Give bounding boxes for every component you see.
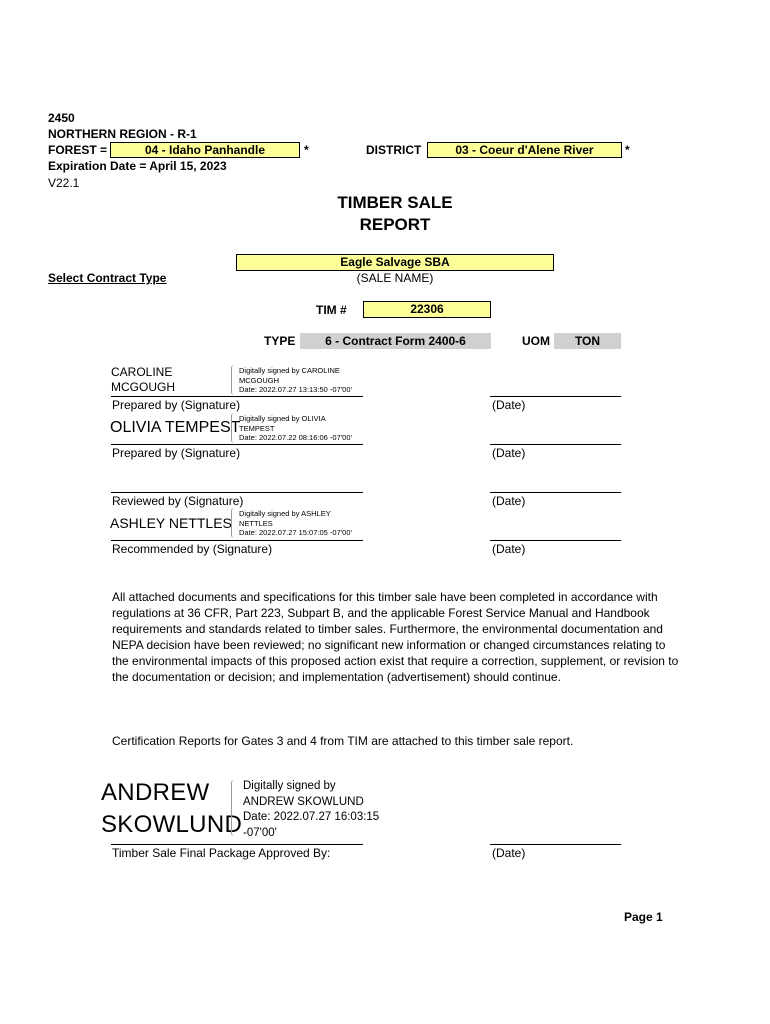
date-line bbox=[490, 540, 621, 541]
signature-divider bbox=[231, 413, 238, 443]
signature-andrew bbox=[101, 777, 242, 841]
date-caption: (Date) bbox=[492, 846, 526, 860]
prepared-by-caption: Prepared by (Signature) bbox=[112, 446, 241, 460]
sig-detail-line3: Date: 2022.07.27 13:13:50 -07'00' bbox=[239, 385, 352, 394]
region-label: NORTHERN REGION - R-1 bbox=[48, 127, 197, 141]
date-line bbox=[490, 844, 621, 845]
forest-label: FOREST = bbox=[48, 143, 108, 157]
forest-select[interactable]: 04 - Idaho Panhandle bbox=[110, 142, 300, 158]
contract-type-field[interactable]: 6 - Contract Form 2400-6 bbox=[300, 333, 491, 349]
form-code: 2450 bbox=[48, 111, 75, 125]
signer-name-line1: CAROLINE bbox=[111, 365, 173, 379]
signature-divider bbox=[231, 780, 240, 836]
type-label: TYPE bbox=[264, 334, 296, 348]
select-contract-type-link[interactable]: Select Contract Type bbox=[48, 271, 167, 285]
reviewed-by-caption: Reviewed by (Signature) bbox=[112, 494, 244, 508]
signature-caroline bbox=[111, 365, 175, 395]
sig-detail-line2: TEMPEST bbox=[239, 423, 275, 433]
signer-name-line2: SKOWLUND bbox=[101, 811, 243, 838]
date-line bbox=[490, 444, 621, 445]
signature-olivia: OLIVIA TEMPEST bbox=[110, 419, 241, 436]
sig-detail-line2: MCGOUGH bbox=[239, 375, 279, 385]
sig-detail-line1: Digitally signed by CAROLINE bbox=[239, 366, 340, 375]
district-required-marker: * bbox=[625, 143, 630, 157]
date-caption: (Date) bbox=[492, 542, 526, 556]
sale-name-field[interactable]: Eagle Salvage SBA bbox=[236, 254, 554, 271]
sig-detail-line3: Date: 2022.07.27 15:07:05 -07'00' bbox=[239, 528, 352, 537]
signature-divider bbox=[231, 365, 238, 395]
district-select[interactable]: 03 - Coeur d'Alene River bbox=[427, 142, 622, 158]
tim-number-field[interactable]: 22306 bbox=[363, 301, 491, 318]
district-label: DISTRICT bbox=[366, 143, 422, 157]
certification-statement: All attached documents and specifications for this timber sale have been completed in accordance with regulations at 36 CFR, Part 223, Subpart B, and the applicable Forest Service Manual and Handbook requirements and standards related to timber sales. Furthermore, the environmental documentation and NEPA decision have been reviewed; no significant new information or changed circumstances relating to the environmental impacts of this proposed action exist that require a correction, supplement, or revision to the documentation or decision; and implementation (advertisement) should continue. bbox=[112, 590, 679, 684]
sig-detail-line2: NETTLES bbox=[239, 518, 273, 528]
sig-detail-line4: -07'00' bbox=[243, 826, 277, 839]
signature-divider bbox=[231, 508, 238, 538]
final-approval-caption: Timber Sale Final Package Approved By: bbox=[112, 846, 331, 860]
certification-reports-note: Certification Reports for Gates 3 and 4 from TIM are attached to this timber sale report. bbox=[112, 734, 574, 748]
signature-line bbox=[111, 444, 363, 445]
signature-line bbox=[111, 844, 363, 845]
sig-detail-line1: Digitally signed by bbox=[243, 780, 336, 792]
uom-field[interactable]: TON bbox=[554, 333, 621, 349]
signature-detail-ashley bbox=[239, 509, 352, 538]
signature-ashley: ASHLEY NETTLES bbox=[110, 515, 232, 531]
signer-name-line1: ANDREW bbox=[101, 779, 210, 806]
report-title bbox=[295, 192, 495, 236]
date-caption: (Date) bbox=[492, 494, 526, 508]
signature-detail-olivia bbox=[239, 414, 352, 443]
signature-detail-caroline bbox=[239, 366, 352, 395]
version-label: V22.1 bbox=[48, 176, 80, 190]
date-line bbox=[490, 396, 621, 397]
signature-line bbox=[111, 396, 363, 397]
signature-line[interactable] bbox=[111, 492, 363, 493]
recommended-by-caption: Recommended by (Signature) bbox=[112, 542, 273, 556]
sig-detail-line2: ANDREW SKOWLUND bbox=[243, 795, 364, 808]
tim-label: TIM # bbox=[316, 303, 347, 317]
uom-label: UOM bbox=[522, 334, 550, 348]
sig-detail-line1: Digitally signed by OLIVIA bbox=[239, 414, 326, 423]
sig-detail-line3: Date: 2022.07.27 16:03:15 bbox=[243, 811, 380, 823]
prepared-by-caption: Prepared by (Signature) bbox=[112, 398, 241, 412]
forest-required-marker: * bbox=[304, 143, 309, 157]
date-caption: (Date) bbox=[492, 398, 526, 412]
date-line[interactable] bbox=[490, 492, 621, 493]
sig-detail-line3: Date: 2022.07.22 08:16:06 -07'00' bbox=[239, 433, 352, 442]
expiration-date: Expiration Date = April 15, 2023 bbox=[48, 159, 227, 173]
page-number: Page 1 bbox=[624, 910, 663, 924]
report-title-line2: REPORT bbox=[359, 215, 431, 234]
signature-line bbox=[111, 540, 363, 541]
sig-detail-line1: Digitally signed by ASHLEY bbox=[239, 509, 331, 518]
signature-detail-andrew bbox=[243, 779, 379, 841]
report-title-line1: TIMBER SALE bbox=[337, 193, 453, 212]
signer-name-line2: MCGOUGH bbox=[111, 380, 175, 394]
sale-name-caption: (SALE NAME) bbox=[356, 271, 434, 285]
date-caption: (Date) bbox=[492, 446, 526, 460]
